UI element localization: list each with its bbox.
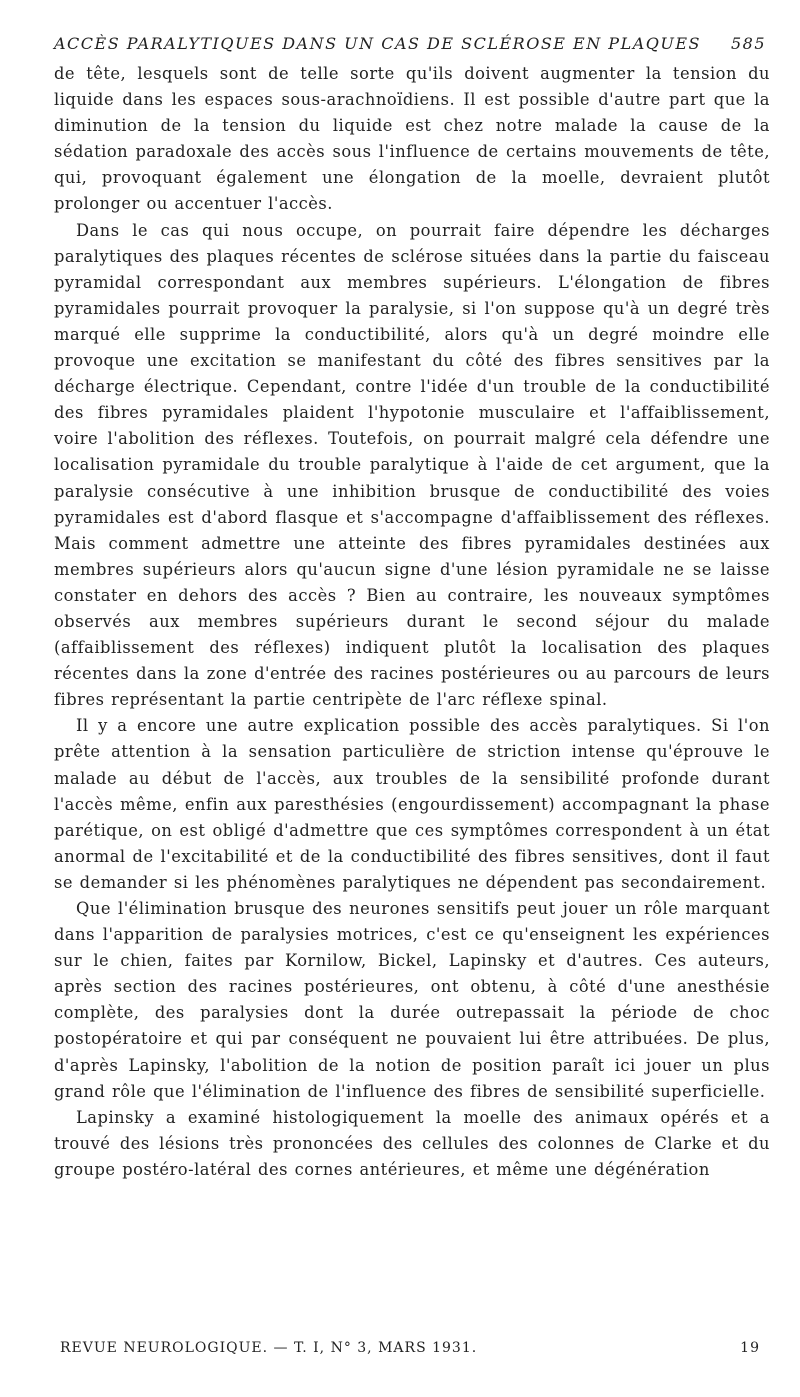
page-number: 585 bbox=[730, 34, 766, 53]
running-title: ACCÈS PARALYTIQUES DANS UN CAS DE SCLÉROSE EN PLAQUES bbox=[54, 34, 701, 53]
paragraph: Dans le cas qui nous occupe, on pourrait faire dépendre les décharges paralytiques des plaques récentes de sclérose situées dans la partie du faisceau pyramidal correspondant aux membres supérieurs. L'élongation de fibres pyramidales pourrait provoquer la paralysie, si l'on suppose qu'à un degré très marqué elle supprime la conductibilité, alors qu'à un degré moindre elle provoque une excitation se manifestant du côté des fibres sensitives par la décharge électrique. Cependant, contre l'idée d'un trouble de la conductibilité des fibres pyramidales plaident l'hypotonie musculaire et l'affaiblissement, voire l'abolition des réflexes. Toutefois, on pourrait malgré cela défendre une localisation pyramidale du trouble paralytique à l'aide de cet argument, que la paralysie consécutive à une inhibition brusque de conductibilité des voies pyramidales est d'abord flasque et s'accompagne d'affaiblissement des réflexes. Mais comment admettre une atteinte des fibres pyramidales destinées aux membres supérieurs alors qu'aucun signe d'une lésion pyramidale ne se laisse constater en dehors des accès ? Bien au contraire, les nouveaux symptômes observés aux membres supérieurs durant le second séjour du malade (affaiblissement des réflexes) indiquent plutôt la localisation des plaques récentes dans la zone d'entrée des racines postérieures ou au parcours de leurs fibres représentant la partie centripète de l'arc réflexe spinal. bbox=[54, 220, 770, 710]
running-head bbox=[54, 34, 770, 53]
journal-citation: REVUE NEUROLOGIQUE. — T. I, N° 3, MARS 1931. bbox=[60, 1340, 478, 1356]
page bbox=[54, 34, 770, 1183]
paragraph: Il y a encore une autre explication possible des accès paralytiques. Si l'on prête attention à la sensation particulière de striction intense qu'éprouve le malade au début de l'accès, aux troubles de la sensibilité profonde durant l'accès même, enfin aux paresthésies (engourdissement) accompagnant la phase parétique, on est obligé d'admettre que ces symptômes correspondent à un état anormal de l'excitabilité et de la conductibilité des fibres sensitives, dont il faut se demander si les phénomènes paralytiques ne dépendent pas secondairement. bbox=[54, 716, 770, 892]
page-footer bbox=[60, 1340, 760, 1356]
paragraph: Que l'élimination brusque des neurones sensitifs peut jouer un rôle marquant dans l'apparition de paralysies motrices, c'est ce qu'enseignent les expériences sur le chien, faites par Kornilow, Bickel, Lapinsky et d'autres. Ces auteurs, après section des racines postérieures, ont obtenu, à côté d'une anesthésie complète, des paralysies dont la durée outrepassait la période de choc postopératoire et qui par conséquent ne pouvaient lui être attribuées. De plus, d'après Lapinsky, l'abolition de la notion de position paraît ici jouer un plus grand rôle que l'élimination de l'influence des fibres de sensibilité superficielle. bbox=[54, 899, 770, 1101]
signature-mark: 19 bbox=[740, 1340, 760, 1356]
paragraph: de tête, lesquels sont de telle sorte qu'ils doivent augmenter la tension du liquide dans les espaces sous-arachnoïdiens. Il est possible d'autre part que la diminution de la tension du liquide est chez notre malade la cause de la sédation paradoxale des accès sous l'influence de certains mouvements de tête, qui, provoquant également une élongation de la moelle, devraient plutôt prolonger ou accentuer l'accès. bbox=[54, 64, 770, 214]
paragraph: Lapinsky a examiné histologiquement la moelle des animaux opérés et a trouvé des lésions très prononcées des cellules des colonnes de Clarke et du groupe postéro-latéral des cornes antérieures, et même une dégénération bbox=[54, 1107, 770, 1179]
body-text bbox=[54, 61, 770, 1183]
